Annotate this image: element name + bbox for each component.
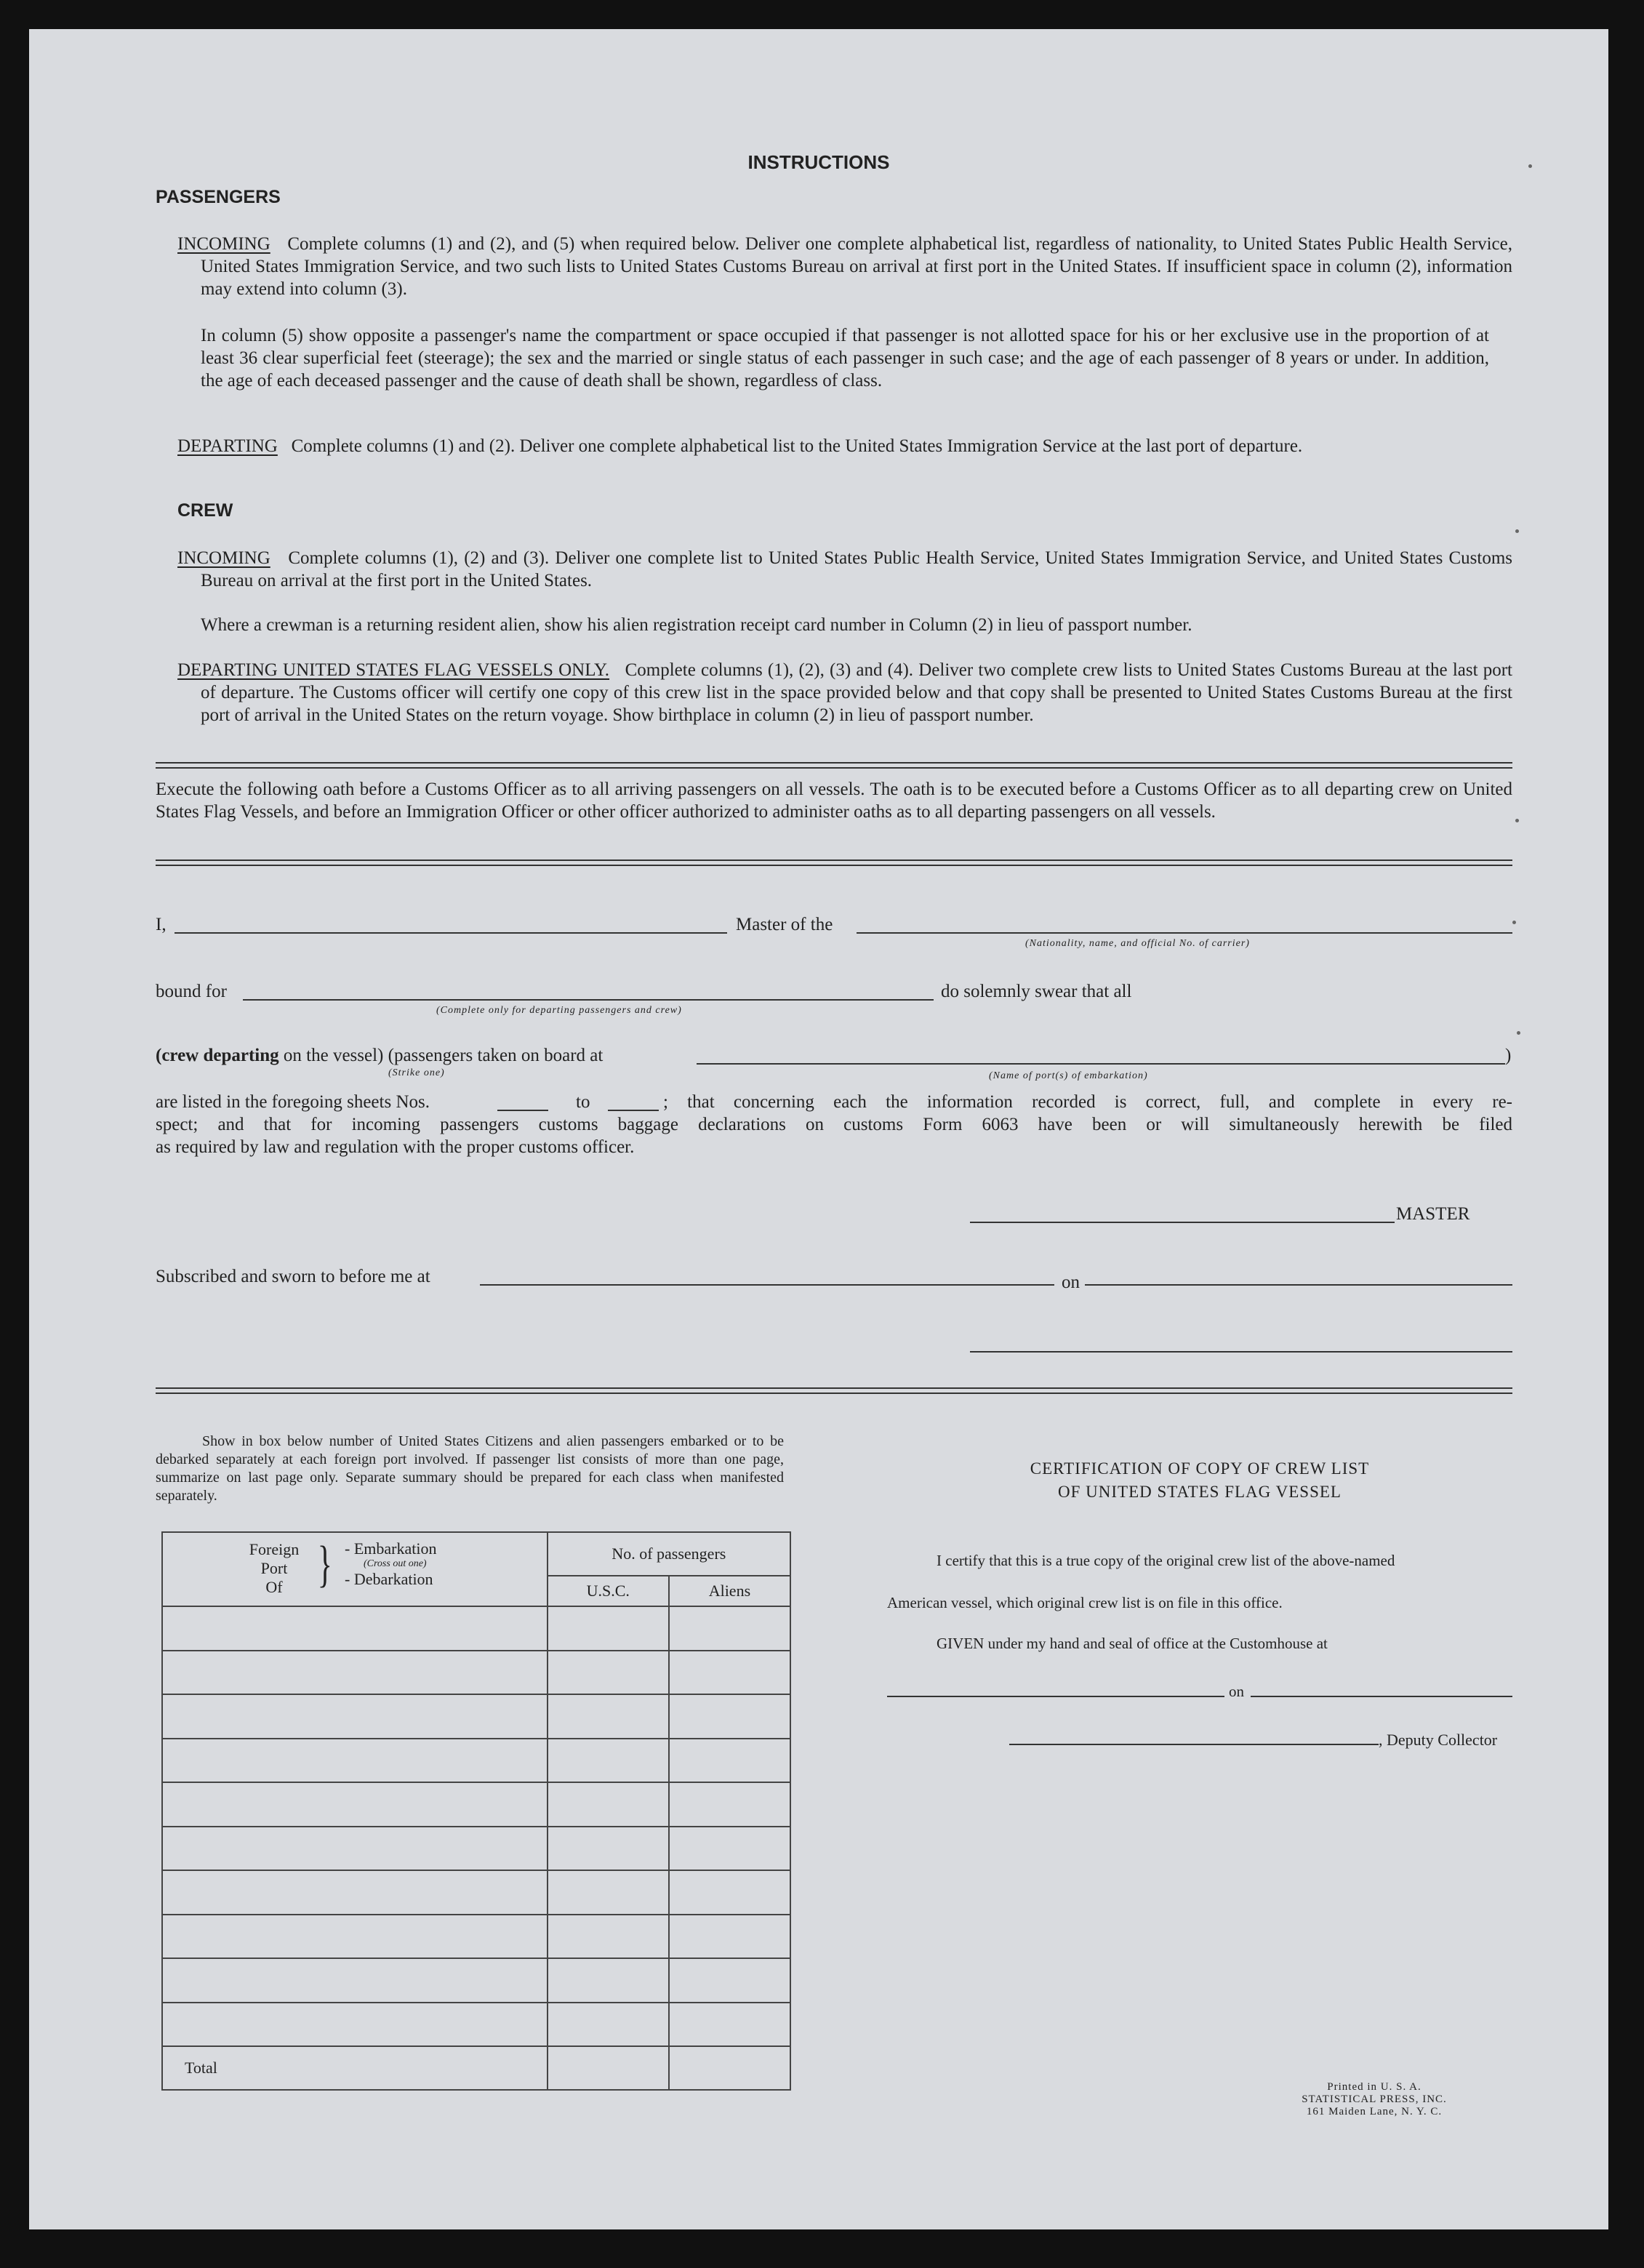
passengers-taken-label: (passengers taken on board at: [388, 1046, 604, 1065]
aliens-cell[interactable]: [669, 2003, 790, 2047]
cert-on-label: on: [1229, 1683, 1244, 1700]
to-word: to: [576, 1092, 590, 1112]
port-row: [162, 1915, 790, 1959]
embarkation-caption: (Name of port(s) of embarkation): [989, 1070, 1148, 1081]
usc-cell[interactable]: [548, 1739, 669, 1783]
crew-incoming-paragraph: [177, 547, 1512, 592]
certify-line1: I certify that this is a true copy of the original crew list of the above-named: [937, 1552, 1395, 1569]
ports-header-cell: [162, 1532, 548, 1606]
given-line: GIVEN under my hand and seal of office at the Customhouse at: [937, 1635, 1328, 1652]
aliens-cell[interactable]: [669, 1651, 790, 1695]
port-cell[interactable]: [162, 1782, 548, 1827]
ports-rows: [162, 1606, 790, 2046]
sheet-to-field[interactable]: [608, 1110, 659, 1111]
port-cell[interactable]: [162, 2003, 548, 2047]
master-name-field[interactable]: [175, 932, 727, 934]
sheet-from-field[interactable]: [497, 1110, 548, 1111]
carrier-caption: (Nationality, name, and official No. of carrier): [1025, 938, 1250, 949]
embarkation-label: - Embarkation: [345, 1539, 437, 1558]
oath-i-label: I,: [156, 915, 167, 934]
bound-for-caption: (Complete only for departing passengers and crew): [436, 1005, 682, 1016]
port-cell[interactable]: [162, 1915, 548, 1959]
port-row: [162, 1694, 790, 1739]
passengers-incoming-paragraph: [177, 233, 1512, 300]
oath-intro: Execute the following oath before a Customs Officer as to all arriving passengers on all vessels. The oath is to be executed before a Customs Officer as to all departing crew on United States Flag Vessels, and before an Immigration Officer or other officer authorized to administer oaths as to all departing passengers on all vessels.: [156, 780, 1512, 822]
sheets-line-start: are listed in the foregoing sheets Nos.: [156, 1092, 430, 1112]
bound-for-field[interactable]: [243, 999, 934, 1001]
of-label: Of: [265, 1578, 283, 1596]
port-cell[interactable]: [162, 1870, 548, 1915]
port-row: [162, 1782, 790, 1827]
usc-cell[interactable]: [548, 1958, 669, 2003]
usc-cell[interactable]: [548, 1606, 669, 1651]
aliens-cell[interactable]: [669, 1782, 790, 1827]
scan-speck: [1528, 164, 1532, 168]
printer-imprint: [1265, 2081, 1483, 2118]
aliens-cell[interactable]: [669, 1606, 790, 1651]
port-cell[interactable]: [162, 1651, 548, 1695]
carrier-field[interactable]: [857, 932, 1512, 934]
passengers-column5-paragraph: In column (5) show opposite a passenger's name the compartment or space occupied if that passenger is not allotted space for his or her exclusive use in the proportion of at least 36 clear superficial feet (steerage); the sex and the married or single status of each passenger in such case; and the age of each passenger of 8 years or under. In addition, the age of each deceased passenger and the cause of death shall be shown, regardless of class.: [201, 326, 1489, 390]
instructions-title: INSTRUCTIONS: [747, 151, 890, 173]
master-of-the-label: Master of the: [736, 915, 833, 934]
total-aliens-cell[interactable]: [669, 2046, 790, 2090]
port-cell[interactable]: [162, 1827, 548, 1871]
certify-line2: American vessel, which original crew list is on file in this office.: [887, 1594, 1283, 1611]
total-usc-cell[interactable]: [548, 2046, 669, 2090]
crew-passenger-line: [156, 1046, 603, 1066]
cert-date-field[interactable]: [1251, 1696, 1512, 1697]
certification-title: [887, 1457, 1512, 1504]
port-row: [162, 1651, 790, 1695]
passengers-departing-label: DEPARTING: [177, 436, 278, 456]
divider-bottom: [156, 1387, 1512, 1394]
usc-cell[interactable]: [548, 1694, 669, 1739]
deputy-signature-field[interactable]: [1009, 1744, 1379, 1745]
sworn-on-label: on: [1062, 1273, 1080, 1292]
bound-for-label: bound for: [156, 982, 227, 1001]
port-row: [162, 1958, 790, 2003]
debarkation-label: - Debarkation: [345, 1570, 433, 1588]
usc-cell[interactable]: [548, 1870, 669, 1915]
passengers-departing-paragraph: [177, 435, 1512, 457]
aliens-cell[interactable]: [669, 1694, 790, 1739]
aliens-cell[interactable]: [669, 1958, 790, 2003]
strike-caption: (Strike one): [388, 1067, 445, 1078]
aliens-cell[interactable]: [669, 1739, 790, 1783]
port-row: [162, 1739, 790, 1783]
passengers-heading: PASSENGERS: [156, 187, 281, 207]
solemnly-swear-label: do solemnly swear that all: [941, 982, 1132, 1001]
officer-signature-field[interactable]: [970, 1351, 1512, 1353]
aliens-header: Aliens: [669, 1576, 790, 1606]
usc-header: U.S.C.: [548, 1576, 669, 1606]
crew-resident-paragraph: Where a crewman is a returning resident alien, show his alien registration receipt card number in Column (2) in lieu of passport number.: [201, 615, 1192, 635]
sworn-place-field[interactable]: [480, 1284, 1054, 1286]
port-row: [162, 1827, 790, 1871]
embarkation-ports-field[interactable]: [697, 1063, 1505, 1065]
aliens-cell[interactable]: [669, 1870, 790, 1915]
passengers-incoming-label: INCOMING: [177, 234, 270, 254]
crew-departing-paragraph: [177, 659, 1512, 726]
usc-cell[interactable]: [548, 1782, 669, 1827]
foreign-label: Foreign: [249, 1540, 300, 1558]
sheets-line-rest: ; that concerning each the information recorded is correct, full, and complete in every re-: [663, 1092, 1512, 1112]
crew-heading: CREW: [177, 500, 233, 521]
scan-speck: [1515, 529, 1519, 533]
customhouse-field[interactable]: [887, 1696, 1224, 1697]
on-the-vessel-label: on the vessel): [283, 1046, 384, 1065]
master-signature-field[interactable]: [970, 1222, 1395, 1223]
ports-box-instructions: Show in box below number of United States Citizens and alien passengers embarked or to be debarked separately at each foreign port involved. If passenger list consists of more than one page, summarize on last page only. Separate summary should be prepared for each class when manifested separately.: [156, 1433, 784, 1504]
sheets-line-2: spect; and that for incoming passengers customs baggage declarations on customs Form 6063 have been or will simultaneously herewith be filed: [156, 1115, 1512, 1134]
no-of-passengers-header: No. of passengers: [548, 1532, 790, 1576]
port-cell[interactable]: [162, 1694, 548, 1739]
sheets-line-3: as required by law and regulation with the proper customs officer.: [156, 1137, 635, 1157]
usc-cell[interactable]: [548, 1827, 669, 1871]
printer-line2: STATISTICAL PRESS, INC.: [1302, 2093, 1447, 2105]
divider-oath: [156, 859, 1512, 866]
subscribed-label: Subscribed and sworn to before me at: [156, 1267, 430, 1286]
port-row: [162, 1606, 790, 1651]
port-label: Port: [260, 1559, 288, 1577]
passengers-departing-text: Complete columns (1) and (2). Deliver one complete alphabetical list to the United States Immigration Service at the last port of departure.: [291, 436, 1303, 456]
total-label: Total: [162, 2046, 548, 2090]
form-sheet: [29, 29, 1608, 2229]
crew-incoming-text: Complete columns (1), (2) and (3). Deliver one complete list to United States Public Health Service, United States Immigration Service, and United States Customs Bureau on arrival at the first port in the United States.: [201, 548, 1512, 590]
close-paren: ): [1505, 1046, 1512, 1065]
port-cell[interactable]: [162, 1958, 548, 2003]
deputy-collector-label: , Deputy Collector: [1379, 1731, 1498, 1749]
scan-speck: [1512, 921, 1516, 924]
printer-line3: 161 Maiden Lane, N. Y. C.: [1306, 2106, 1443, 2117]
usc-cell[interactable]: [548, 1915, 669, 1959]
crew-departing-label: DEPARTING UNITED STATES FLAG VESSELS ONLY.: [177, 660, 610, 680]
usc-cell[interactable]: [548, 2003, 669, 2047]
crew-departing-text: Complete columns (1), (2), (3) and (4). Deliver two complete crew lists to United States Customs Bureau at the last port of departure. The Customs officer will certify one copy of this crew list in the space provided below and that copy shall be presented to United States Customs Bureau at the first port of arrival in the United States on the return voyage. Show birthplace in column (2) in lieu of passport number.: [201, 660, 1512, 725]
scan-speck: [1517, 1031, 1520, 1035]
port-cell[interactable]: [162, 1606, 548, 1651]
aliens-cell[interactable]: [669, 1827, 790, 1871]
port-row: [162, 2003, 790, 2047]
master-label: MASTER: [1396, 1204, 1470, 1224]
aliens-cell[interactable]: [669, 1915, 790, 1959]
usc-cell[interactable]: [548, 1651, 669, 1695]
ports-table: [161, 1531, 791, 2091]
port-cell[interactable]: [162, 1739, 548, 1783]
brace: }: [317, 1536, 332, 1592]
printer-line1: Printed in U. S. A.: [1327, 2081, 1422, 2093]
crew-incoming-label: INCOMING: [177, 548, 270, 568]
divider-top: [156, 762, 1512, 769]
cross-out-caption: (Cross out one): [364, 1558, 427, 1569]
sworn-date-field[interactable]: [1085, 1284, 1512, 1286]
passengers-incoming-text: Complete columns (1) and (2), and (5) when required below. Deliver one complete alphabetical list, regardless of nationality, to United States Public Health Service, United States Immigration Service, and two such lists to United States Customs Bureau on arrival at first port in the United States. If insufficient space in column (2), information may extend into column (3).: [201, 234, 1513, 299]
certification-title-line2: OF UNITED STATES FLAG VESSEL: [1058, 1483, 1342, 1501]
certification-title-line1: CERTIFICATION OF COPY OF CREW LIST: [1030, 1459, 1370, 1478]
scan-speck: [1515, 819, 1519, 822]
crew-departing-bold: (crew departing: [156, 1046, 279, 1065]
port-row: [162, 1870, 790, 1915]
